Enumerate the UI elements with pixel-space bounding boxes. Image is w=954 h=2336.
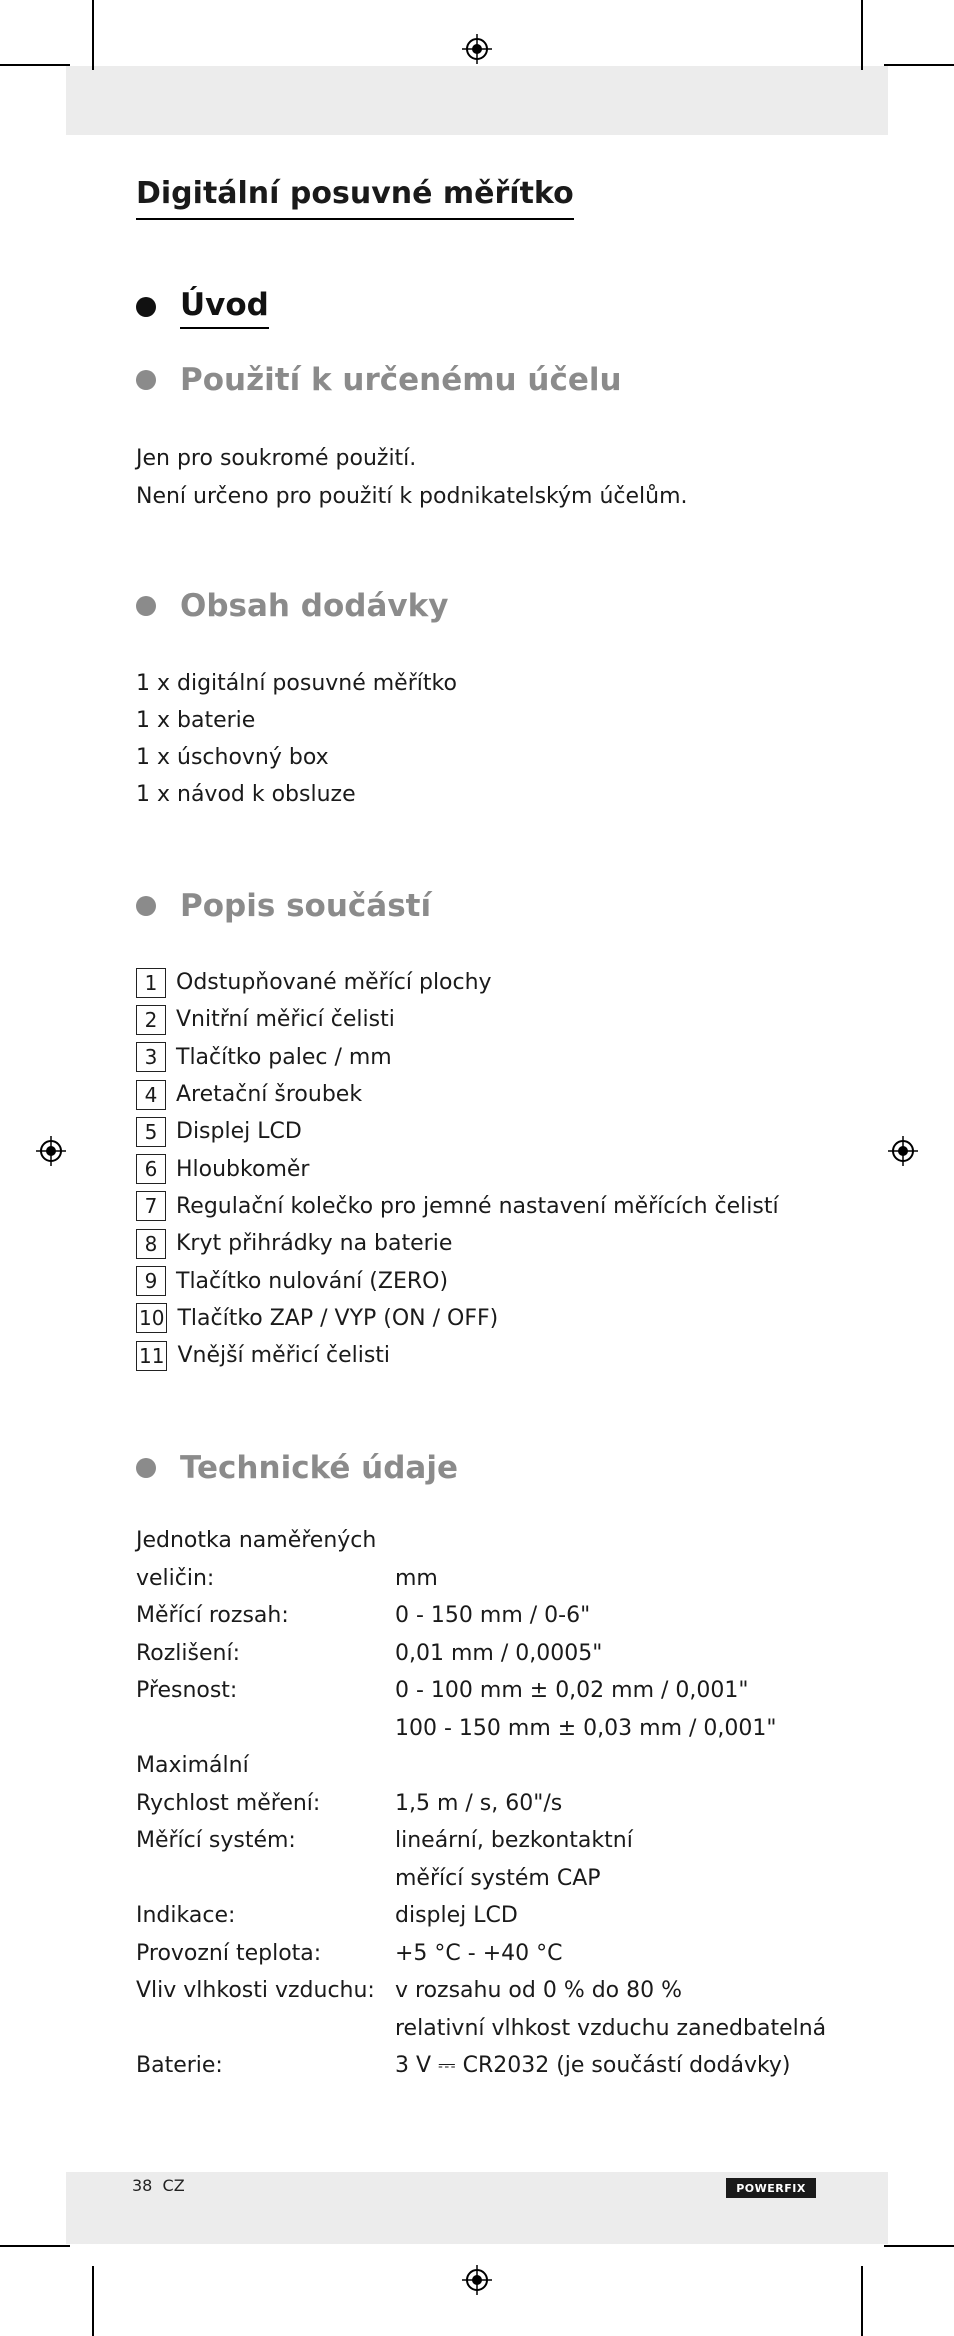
crop-mark [884,64,954,66]
list-item: 1 x baterie [136,708,256,733]
crop-mark [92,0,94,70]
brand-logo: POWERFIX [726,2178,816,2198]
bullet-icon [136,896,156,916]
list-item: 7 Regulační kolečko pro jemné nastavení měřících čelistí [136,1188,779,1225]
crop-mark [861,2266,863,2336]
table-row: Jednotka naměřených [136,1528,377,1553]
list-item: 5 Displej LCD [136,1113,779,1150]
header-band [66,66,888,135]
registration-mark-icon [462,2265,492,2295]
bullet-icon [136,370,156,390]
table-row: Rozlišení: 0,01 mm / 0,0005" [136,1640,603,1666]
list-item: 1 x digitální posuvné měřítko [136,671,457,696]
list-item: 1 Odstupňované měřící plochy [136,964,779,1001]
table-row: měřící systém CAP [395,1865,601,1891]
registration-mark-icon [36,1136,66,1166]
table-row: Maximální [136,1753,249,1778]
table-row: Baterie: 3 V ⎓ CR2032 (je součástí dodávky) [136,2053,791,2078]
list-item: 3 Tlačítko palec / mm [136,1039,779,1076]
list-item: 10 Tlačítko ZAP / VYP (ON / OFF) [136,1300,779,1337]
table-row: Provozní teplota: +5 °C - +40 °C [136,1940,563,1966]
list-item: 2 Vnitřní měřicí čelisti [136,1001,779,1038]
section-heading-intended-use: Použití k určenému účelu [136,360,622,400]
list-item: 9 Tlačítko nulování (ZERO) [136,1262,779,1299]
list-item: 6 Hloubkoměr [136,1150,779,1187]
intended-use-text: Jen pro soukromé použití. Není určeno pro použití k podnikatelským účelům. [136,446,688,509]
parts-list [136,964,779,1374]
registration-mark-icon [888,1136,918,1166]
document-title: Digitální posuvné měřítko [136,174,574,220]
delivery-list [136,665,457,813]
crop-mark [861,0,863,70]
registration-mark-icon [462,34,492,64]
table-row: relativní vlhkost vzduchu zanedbatelná [395,2015,827,2041]
page-number: 38 CZ [132,2176,185,2195]
section-heading-intro: Úvod [136,285,269,329]
tech-specs-table [136,1522,856,2085]
crop-mark [0,2245,70,2247]
table-row: Přesnost: 0 - 100 mm ± 0,02 mm / 0,001" [136,1678,749,1703]
table-row: Měřící systém: lineární, bezkontaktní [136,1828,633,1853]
crop-mark [884,2245,954,2247]
section-heading-parts: Popis součástí [136,886,431,926]
list-item: 1 x úschovný box [136,745,329,770]
bullet-icon [136,297,156,317]
table-row: Indikace: displej LCD [136,1903,518,1928]
crop-mark [0,64,70,66]
list-item: 4 Aretační šroubek [136,1076,779,1113]
section-heading-tech: Technické údaje [136,1448,458,1488]
table-row: Vliv vlhkosti vzduchu: v rozsahu od 0 % do 80 % [136,1978,683,2003]
table-row: veličin: mm [136,1565,438,1591]
table-row: Rychlost měření: 1,5 m / s, 60"/s [136,1790,563,1816]
table-row: Měřící rozsah: 0 - 150 mm / 0-6" [136,1603,591,1628]
list-item: 1 x návod k obsluze [136,782,356,807]
bullet-icon [136,596,156,616]
table-row: 100 - 150 mm ± 0,03 mm / 0,001" [395,1715,777,1741]
list-item: 11 Vnější měřicí čelisti [136,1337,779,1374]
list-item: 8 Kryt přihrádky na baterie [136,1225,779,1262]
bullet-icon [136,1458,156,1478]
section-heading-delivery: Obsah dodávky [136,586,448,626]
crop-mark [92,2266,94,2336]
